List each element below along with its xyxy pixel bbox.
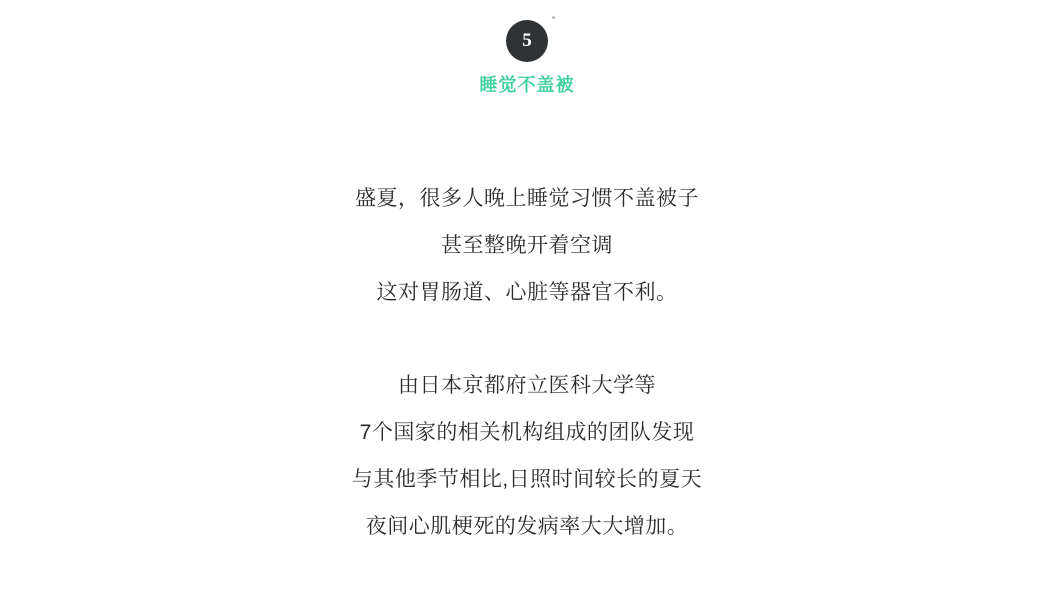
decorative-dot-icon <box>552 16 555 19</box>
slide-subtitle: 睡觉不盖被 <box>479 75 575 95</box>
paragraph-one <box>0 175 1054 316</box>
paragraph-line: 7个国家的相关机构组成的团队发现 <box>359 421 695 445</box>
paragraph-line: 夜间心肌梗死的发病率大大增加。 <box>365 515 689 539</box>
paragraph-line: 与其他季节相比,日照时间较长的夏天 <box>351 468 703 492</box>
paragraph-line: 由日本京都府立医科大学等 <box>398 374 656 398</box>
paragraph-line: 甚至整晚开着空调 <box>441 234 613 258</box>
badge-container <box>0 20 1054 62</box>
paragraph-line: 这对胃肠道、心脏等器官不利。 <box>376 281 678 305</box>
step-number: 5 <box>522 30 532 51</box>
step-number-badge <box>506 20 548 62</box>
paragraph-line: 盛夏，很多人晚上睡觉习惯不盖被子 <box>355 187 699 211</box>
paragraph-two <box>0 362 1054 550</box>
